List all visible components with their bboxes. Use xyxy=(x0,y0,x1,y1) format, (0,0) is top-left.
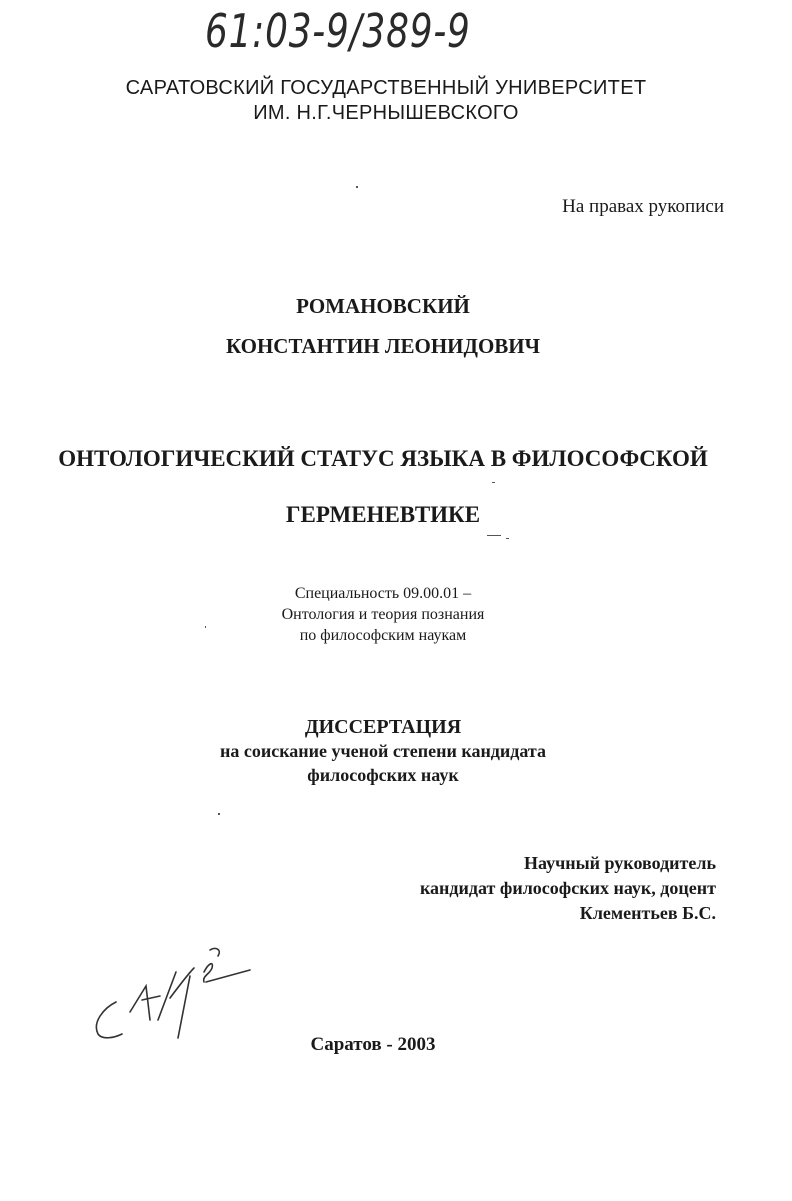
supervisor-name: Клементьев Б.С. xyxy=(579,903,716,923)
university-header xyxy=(0,76,772,126)
scan-speck xyxy=(487,535,501,536)
supervisor-block xyxy=(420,851,716,926)
scan-speck xyxy=(205,626,206,628)
manuscript-note: На правах рукописи xyxy=(562,196,724,217)
degree-line-1: на соискание ученой степени кандидата xyxy=(219,741,546,761)
degree-line-2: философских наук xyxy=(307,765,459,785)
title-line-1: ОНТОЛОГИЧЕСКИЙ СТАТУС ЯЗЫКА В ФИЛОСОФСКОЙ xyxy=(58,446,708,471)
specialty-name: Онтология и теория познания xyxy=(281,606,485,623)
city-year: Саратов - 2003 xyxy=(310,1034,436,1055)
university-name: САРАТОВСКИЙ ГОСУДАРСТВЕННЫЙ УНИВЕРСИТЕТ xyxy=(125,77,647,99)
supervisor-label: Научный руководитель xyxy=(524,853,716,873)
scan-speck xyxy=(492,482,495,483)
scan-speck xyxy=(218,813,220,815)
specialty-field: по философским наукам xyxy=(299,627,467,644)
scan-speck xyxy=(356,186,358,188)
author-surname: РОМАНОВСКИЙ xyxy=(296,294,470,318)
dissertation-block xyxy=(0,715,766,787)
dissertation-title xyxy=(0,431,766,543)
handwritten-signature xyxy=(86,942,266,1052)
dissertation-heading: ДИССЕРТАЦИЯ xyxy=(304,716,462,738)
author-name: КОНСТАНТИН ЛЕОНИДОВИЧ xyxy=(225,334,541,358)
archive-code-handwritten: 61:03-9/389-9 xyxy=(205,4,471,58)
supervisor-degree: кандидат философских наук, доцент xyxy=(419,878,716,898)
specialty-code: Специальность 09.00.01 – xyxy=(294,585,472,602)
university-named-after: ИМ. Н.Г.ЧЕРНЫШЕВСКОГО xyxy=(253,102,519,124)
title-line-2: ГЕРМЕНЕВТИКЕ xyxy=(285,502,481,527)
scan-speck xyxy=(506,538,509,539)
author-block xyxy=(0,286,766,366)
specialty-block xyxy=(0,583,766,646)
